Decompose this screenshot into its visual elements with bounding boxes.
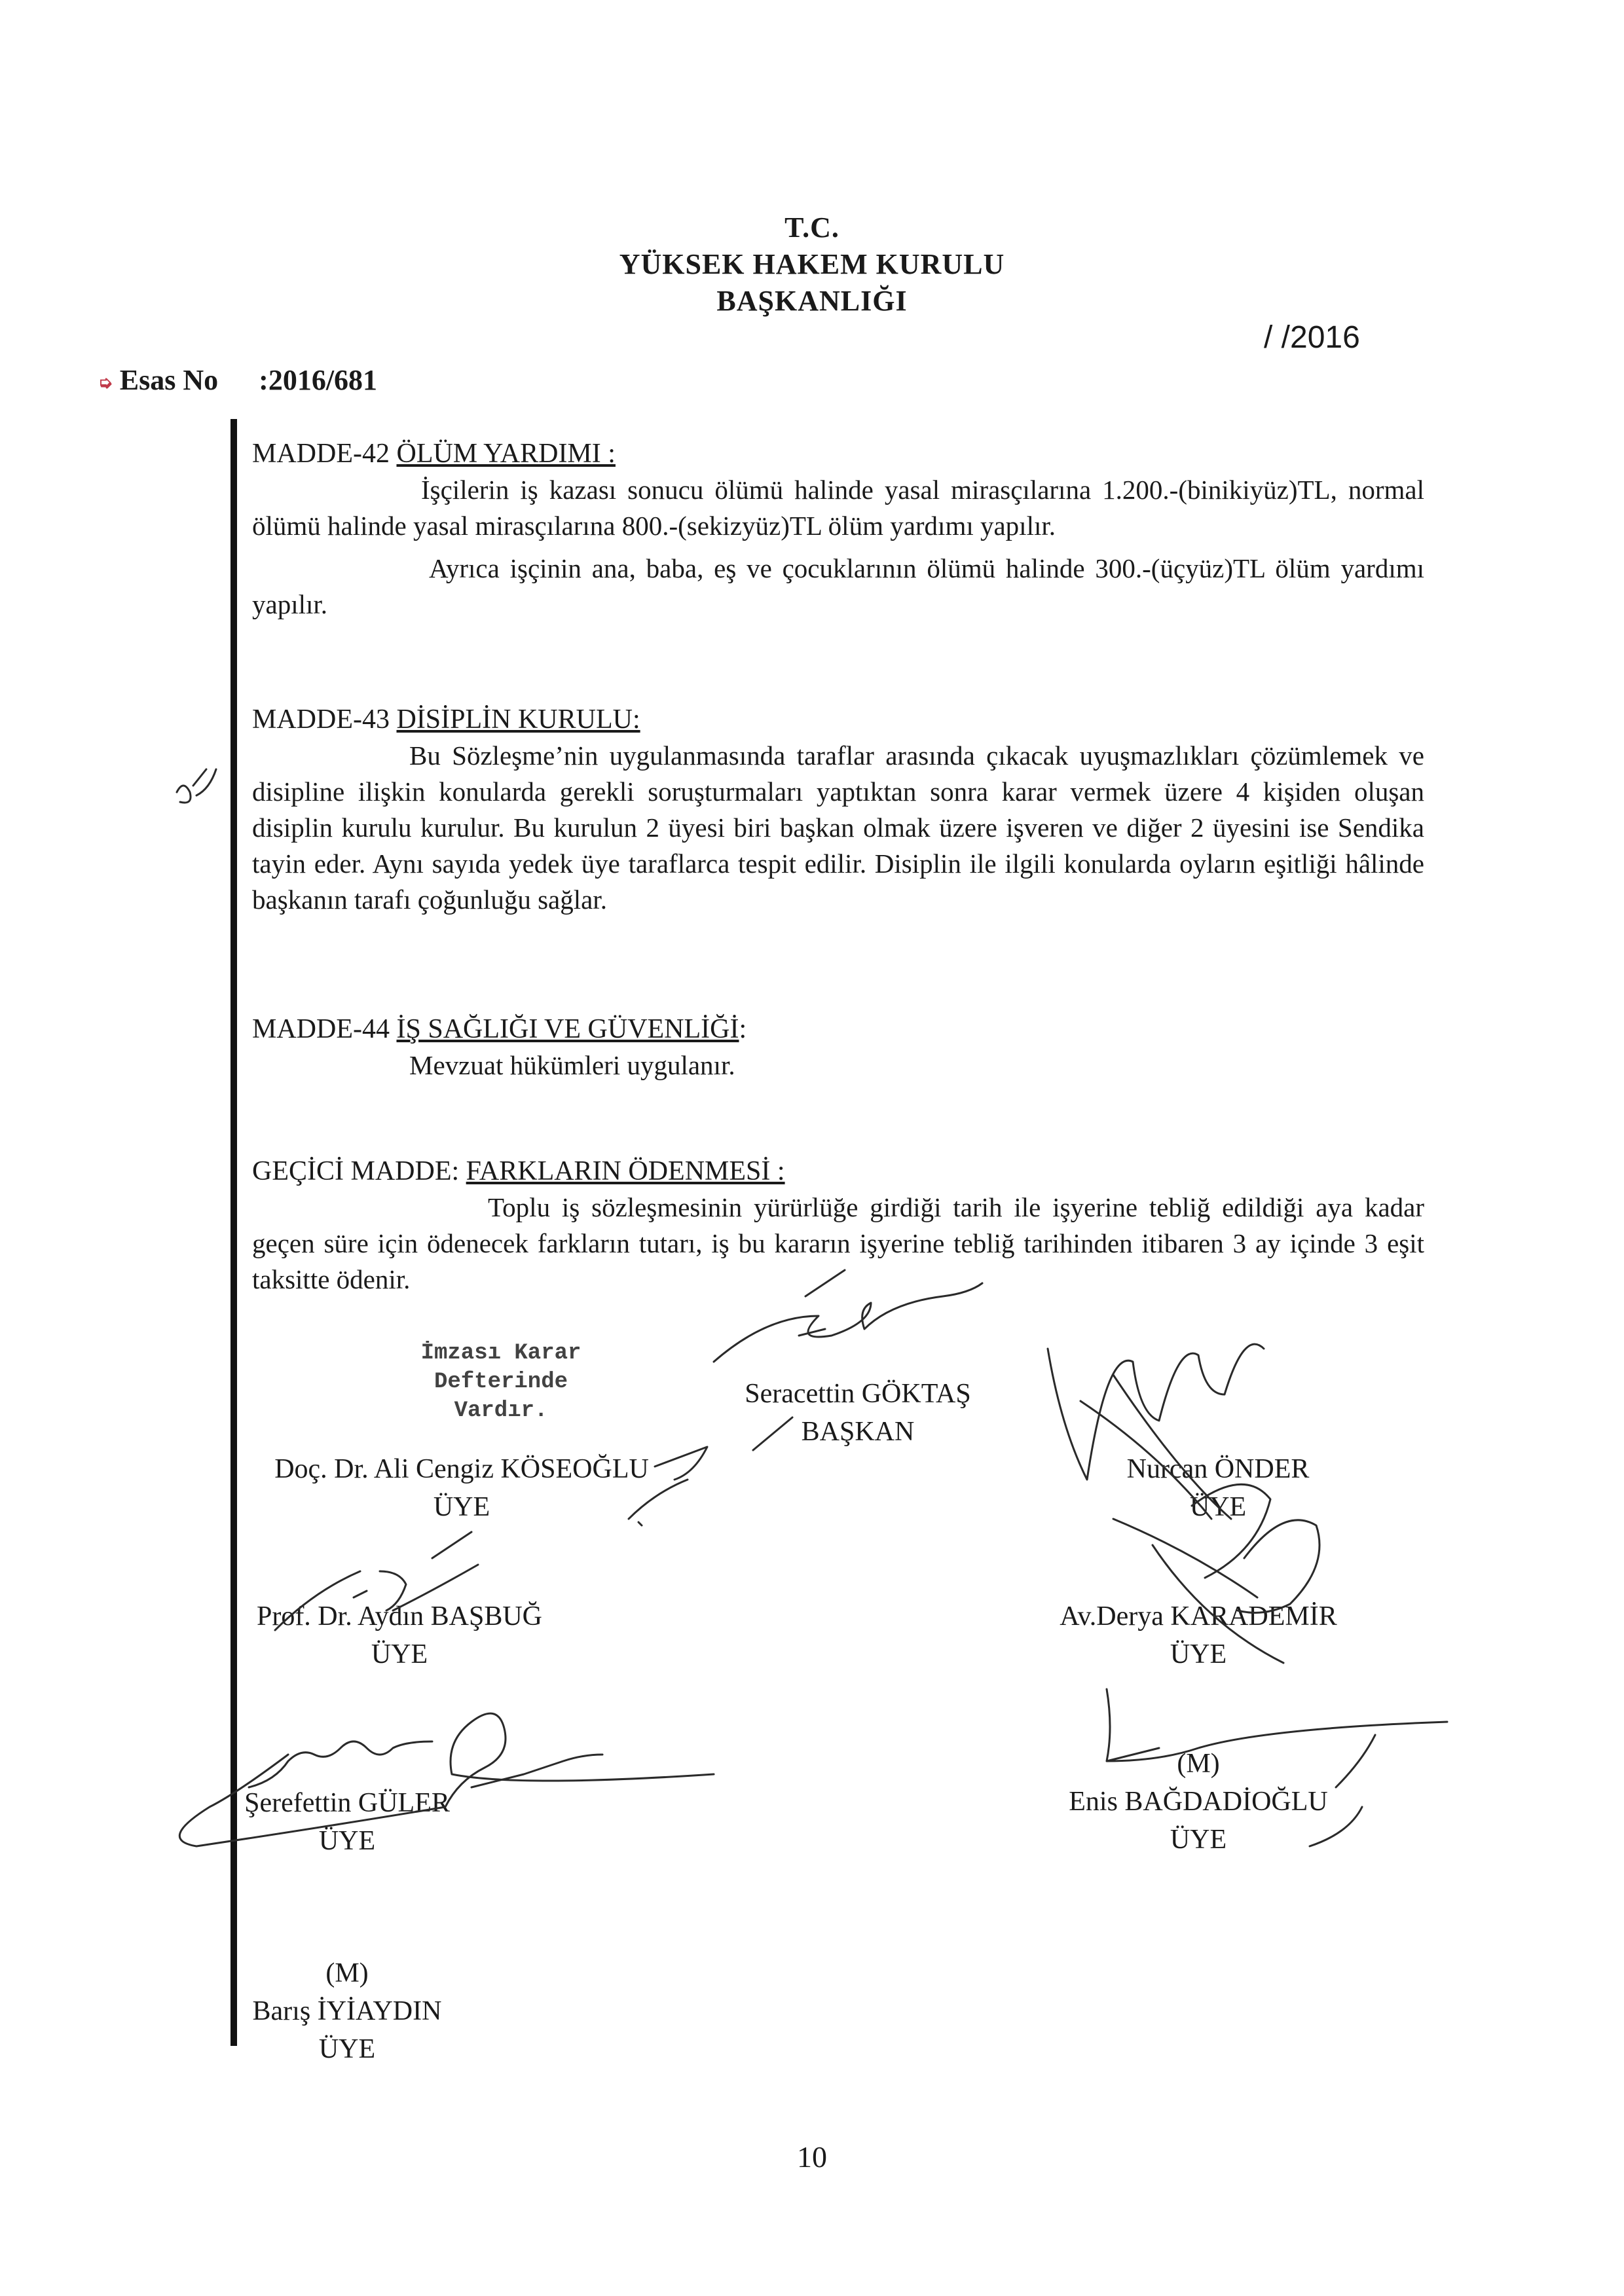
signatory-onder: Nurcan ÖNDER ÜYE bbox=[1126, 1454, 1310, 1522]
section-heading: GEÇİCİ MADDE: FARKLARIN ÖDENMESİ : bbox=[252, 1156, 785, 1186]
signatory-bagdadioglu: (M) Enis BAĞDADİOĞLU ÜYE bbox=[1069, 1749, 1328, 1855]
signature-basbug bbox=[275, 1532, 478, 1630]
header-tc: T.C. bbox=[784, 211, 840, 244]
arrow-icon: ➭ bbox=[98, 373, 113, 392]
signature-bagdadioglu bbox=[1107, 1689, 1447, 1846]
paragraph: Mevzuat hükümleri uygulanır. bbox=[409, 1050, 735, 1080]
register-stamp: İmzası Karar Defterinde Vardır. bbox=[420, 1341, 581, 1423]
signatory-basbug: Prof. Dr. Aydın BAŞBUĞ ÜYE bbox=[256, 1601, 543, 1669]
paragraph: Toplu iş sözleşmesinin yürürlüğe girdiği tarih ile işyerine tebliğ edildiği aya kadar geçen süre için ödenecek farkların tutarı, iş bu kararın işyerine tebliğ tarihinden itibaren 3 ay içinde 3 eşit taksitte ödenir. bbox=[252, 1192, 1424, 1294]
paragraph: İşçilerin iş kazası sonucu ölümü halinde yasal mirasçılarına 1.200.-(binikiyüz)TL, normal ölümü halinde yasal mirasçılarına 800.-(sekizyüz)TL ölüm yardımı yapılır. bbox=[252, 475, 1424, 541]
paragraph: Bu Sözleşme’nin uygulanmasında taraflar arasında çıkacak uyuşmazlıkları çözümlemek ve disipline ilişkin konularda gerekli soruşturmaları yaptıktan sonra karar vermek üzere 4 kişiden oluşan disiplin kurulu kurulur. Bu kurulun 2 üyesi biri başkan olmak üzere işveren ve diğer 2 üyesini ise Sendika tayin eder. Aynı sayıda yedek üye taraflarca tespit edilir. Disiplin ile ilgili konularda oyların eşitliği hâlinde başkanın tarafı çoğunluğu sağlar. bbox=[252, 740, 1424, 915]
decision-date: / /2016 bbox=[1264, 320, 1360, 355]
signatory-iyiaydin: (M) Barış İYİAYDIN ÜYE bbox=[252, 1958, 442, 2064]
signatory-koseoglu: Doç. Dr. Ali Cengiz KÖSEOĞLU ÜYE bbox=[274, 1454, 649, 1522]
header-institution: YÜKSEK HAKEM KURULU bbox=[619, 248, 1005, 280]
paragraph: Ayrıca işçinin ana, baba, eş ve çocuklarının ölümü halinde 300.-(üçyüz)TL ölüm yardımı yapılır. bbox=[252, 553, 1424, 619]
signatory-guler: Şerefettin GÜLER ÜYE bbox=[244, 1788, 450, 1856]
signature-karademir bbox=[1113, 1484, 1320, 1663]
section-heading: MADDE-44 İŞ SAĞLIĞI VE GÜVENLİĞİ: bbox=[252, 1014, 747, 1044]
signatory-karademir: Av.Derya KARADEMİR ÜYE bbox=[1060, 1601, 1337, 1669]
page-number: 10 bbox=[797, 2140, 827, 2174]
margin-initials-signature bbox=[177, 769, 216, 803]
signature-onder bbox=[1048, 1344, 1264, 1519]
case-label: Esas No bbox=[119, 364, 219, 396]
signature-koseoglu bbox=[629, 1447, 707, 1525]
section-heading: MADDE-43 DİSİPLİN KURULU: bbox=[252, 704, 640, 735]
signatory-goktas: Seracettin GÖKTAŞ BAŞKAN bbox=[745, 1379, 971, 1447]
case-number-value: :2016/681 bbox=[259, 364, 378, 396]
header-department: BAŞKANLIĞI bbox=[716, 285, 908, 317]
signature-goktas bbox=[714, 1270, 982, 1450]
section-heading: MADDE-42 ÖLÜM YARDIMI : bbox=[252, 439, 616, 469]
signature-guler bbox=[179, 1713, 714, 1846]
